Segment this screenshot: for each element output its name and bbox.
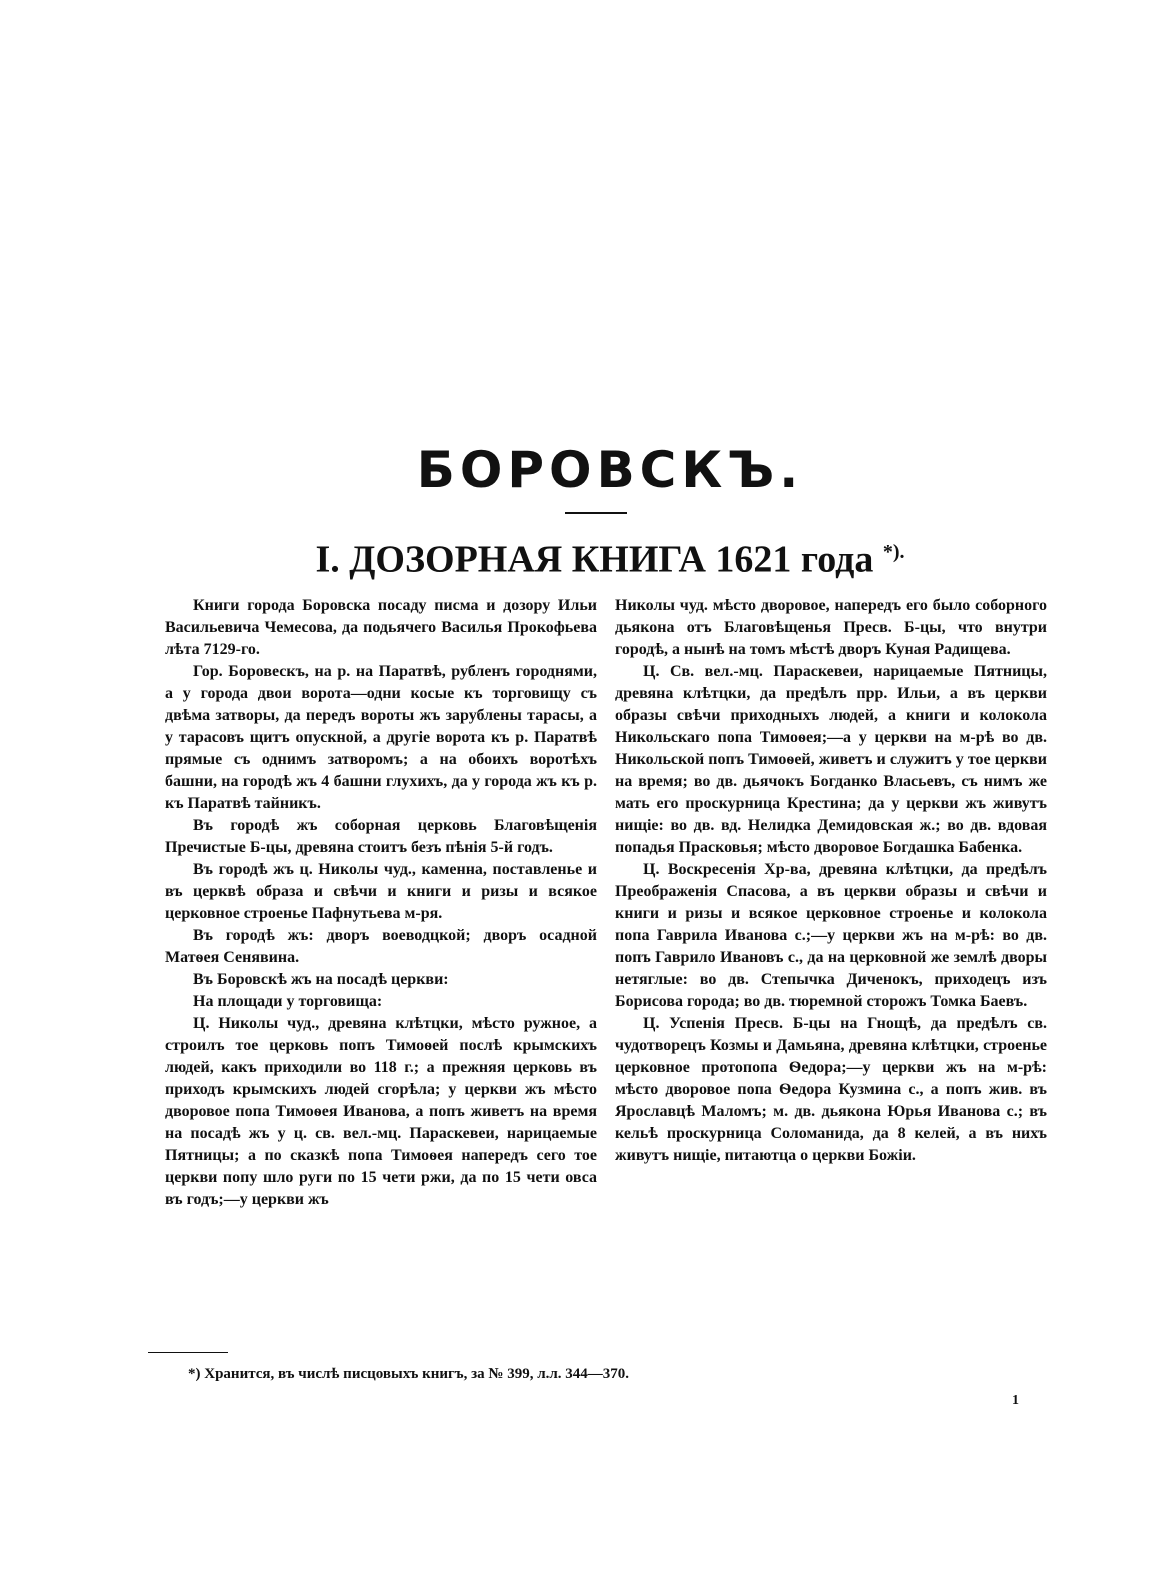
- paragraph: Въ городѣ жъ соборная церковь Благовѣщенія Пречистые Б-цы, древяна стоитъ безъ пѣнія 5-й годъ.: [165, 817, 597, 856]
- footnote-rule: [148, 1352, 228, 1353]
- right-column: [615, 595, 1047, 1167]
- paragraph: Гор. Боровескъ, на р. на Паратвѣ, рубленъ городнями, а у города двои ворота—одни косые къ торговищу съ двѣма затворы, да передъ вороты жъ зарублены тарасы, а у тарасовъ щитъ опускной, а другiе ворота къ р. Паратвѣ прямые съ однимъ затворомъ; а на обоихъ воротѣхъ башни, на городѣ жъ 4 башни глухихъ, да у города жъ къ р. къ Паратвѣ тайникъ.: [165, 663, 597, 812]
- footnote: *) Хранится, въ числѣ писцовыхъ книгъ, за № 399, л.л. 344—370.: [188, 1366, 630, 1382]
- page-number: 1: [1012, 1393, 1019, 1408]
- paragraph: Въ городѣ жъ: дворъ воеводцкой; дворъ осадной Матѳея Сенявина.: [165, 927, 597, 966]
- paragraph: Въ городѣ жъ ц. Николы чуд., каменна, поставленье и въ церквѣ образа и свѣчи и книги и ризы и всякое церковное строенье Пафнутьева м-ря.: [165, 861, 597, 922]
- paragraph: На площади у торговища:: [193, 993, 383, 1010]
- paragraph: Николы чуд. мѣсто дворовое, напередъ его было соборного дьякона отъ Благовѣщенья Пресв. Б-цы, что внутри городѣ, а нынѣ на томъ мѣстѣ дворъ Куная Радищева.: [615, 597, 1047, 658]
- paragraph: Ц. Воскресенія Хр-ва, древяна клѣтцки, да предѣлъ Преображенія Спасова, а въ церкви образы и свѣчи и книги и ризы и всякое церковное строенье и колокола попа Гаврила Иванова с.;—у церкви жъ на м-рѣ: во дв. попъ Гаврило Ивановъ с., да на церковной же землѣ дворы нетяглые: во дв. Степычка Диченокъ, приходецъ изъ Борисова города; во дв. тюремной сторожъ Томка Баевъ.: [615, 861, 1047, 1010]
- left-column: [165, 595, 597, 1211]
- paragraph: Ц. Николы чуд., древяна клѣтцки, мѣсто ружное, а строилъ тое церковь попъ Тимоѳей послѣ крымскихъ людей, какъ приходили во 118 г.; а прежняя церковь въ приходъ крымскихъ людей сгорѣла; у церкви жъ мѣсто дворовое попа Тимоѳея Иванова, а попъ живетъ на время на посадѣ жъ у ц. св. вел.-мц. Параскевеи, нарицаемые Пятницы; а по сказкѣ попа Тимоѳея напередъ сего тое церкви попу шло руги по 15 чети ржи, да по 15 чети овса въ годъ;—у церкви жъ: [165, 1015, 597, 1208]
- title-rule: [565, 512, 627, 514]
- paragraph: Ц. Св. вел.-мц. Параскевеи, нарицаемые Пятницы, древяна клѣтцки, да предѣлъ прр. Ильи, а въ церкви образы свѣчи приходныхъ людей, а книги и колокола Никольскаго попа Тимоѳея;—а у церкви на м-рѣ во дв. Никольской попъ Тимоѳей, живетъ и служитъ у тое церкви на время; во дв. дьячокъ Богданко Власьевъ, съ нимъ же мать его проскурница Крестина; да у церкви жъ живутъ нищіе: во дв. вд. Нелидка Демидовская ж.; во дв. вдовая попадья Прасковья; мѣсто дворовое Богдашка Бабенка.: [615, 663, 1047, 856]
- section-title: [0, 528, 1163, 584]
- footnote-marker: *).: [882, 541, 905, 563]
- paragraph: Ц. Успенія Пресв. Б-цы на Гнощѣ, да предѣлъ св. чудотворецъ Козмы и Дамьяна, древяна клѣтцки, строенье церковное протопопа Ѳедора;—у церкви жъ на м-рѣ: мѣсто дворовое попа Ѳедора Кузмина с., а попъ жив. въ Ярославцѣ Маломъ; м. дв. дьякона Юрья Иванова с.; въ кельѣ проскурница Соломанида, да 8 келей, а въ нихъ живутъ нищіе, питаютца о церкви Божіи.: [615, 1015, 1047, 1164]
- paragraph: Книги города Боровска посаду писма и дозору Ильи Васильевича Чемесова, да подьячего Василья Прокофьева лѣта 7129-го.: [165, 597, 597, 658]
- section-title-text: I. ДОЗОРНАЯ КНИГА 1621 года: [315, 538, 874, 581]
- paragraph: Въ Боровскѣ жъ на посадѣ церкви:: [193, 971, 449, 988]
- page-title: БОРОВСКЪ.: [416, 441, 804, 499]
